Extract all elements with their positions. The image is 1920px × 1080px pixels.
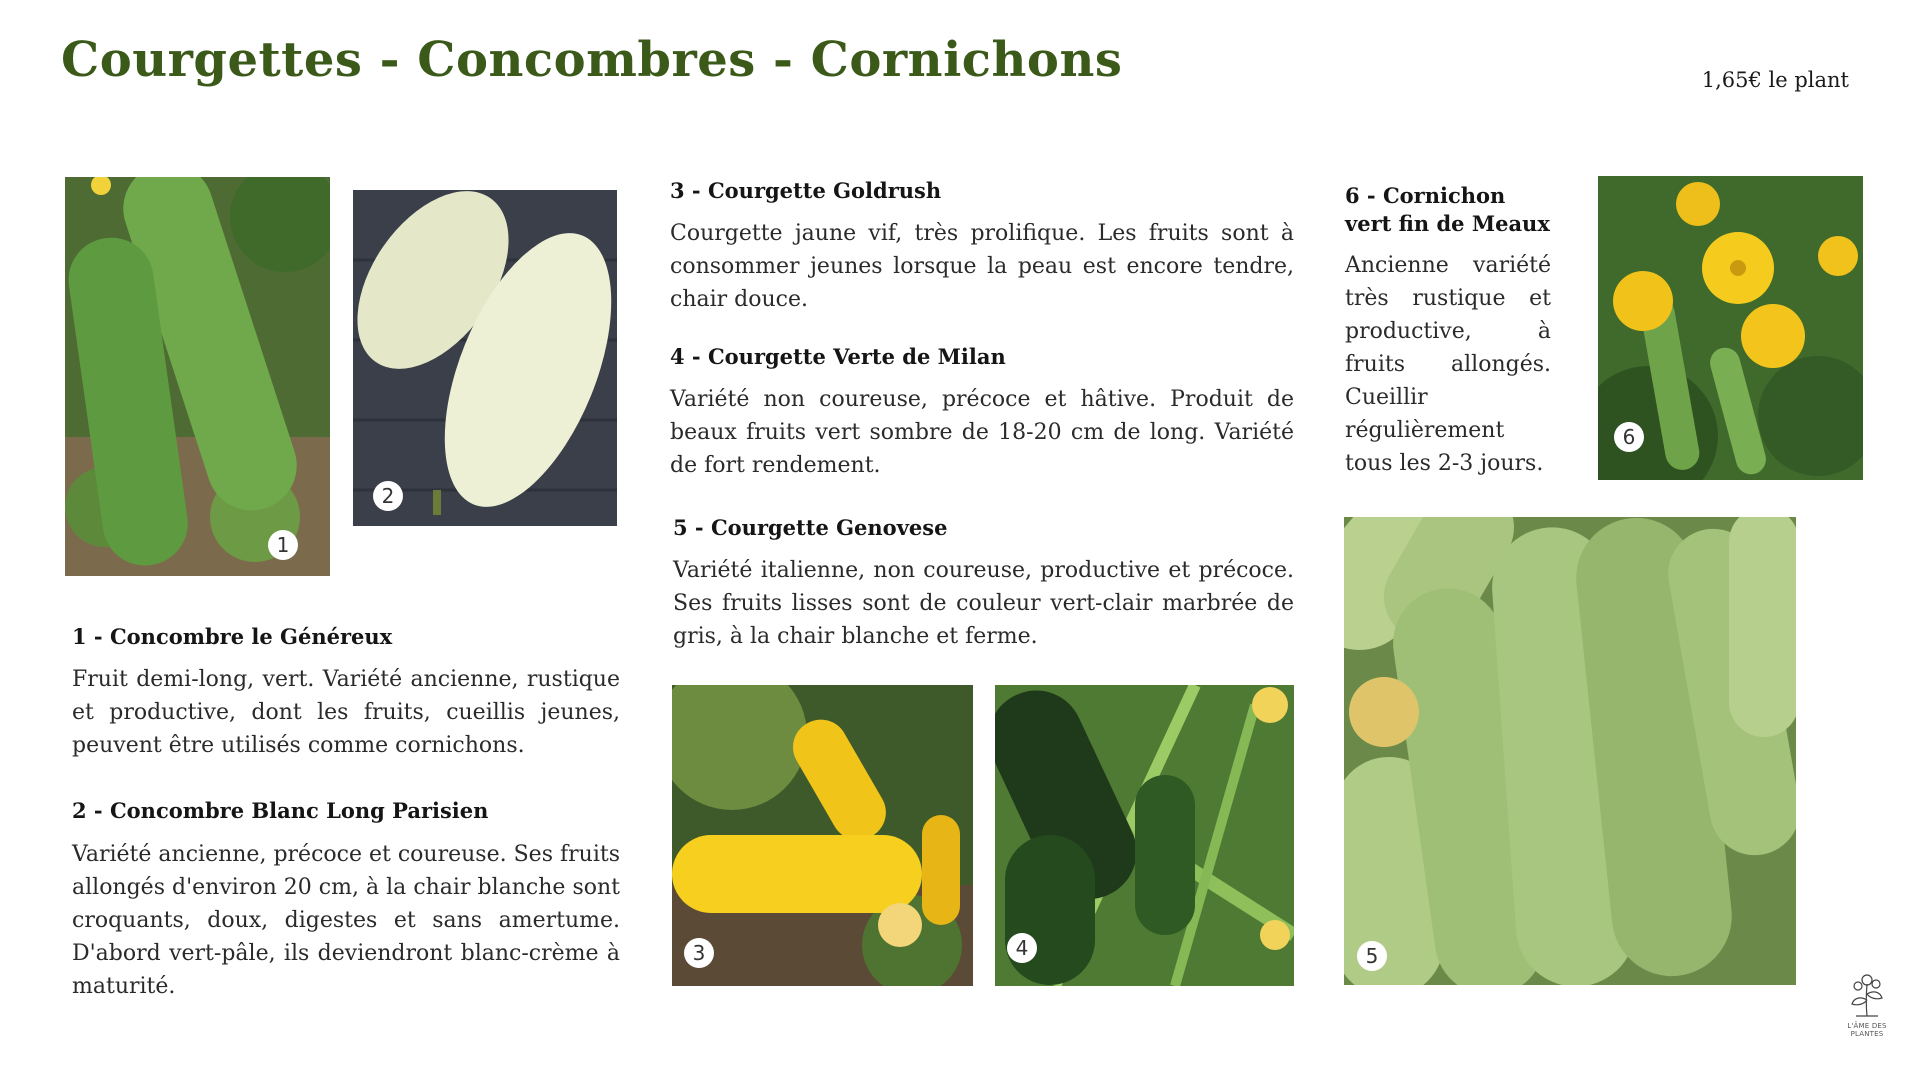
- variety-heading-2: 2 - Concombre Blanc Long Parisien: [72, 798, 489, 823]
- photo-courgette-genovese: [1344, 517, 1796, 985]
- photo-courgette-milan: [995, 685, 1294, 986]
- variety-text-6: Ancienne variété très rustique et productive, à fruits allongés. Cueillir régulièrement tous les 2-3 jours.: [1345, 253, 1551, 476]
- photo-badge: 1: [268, 530, 298, 560]
- variety-heading-6: 6 - Cornichon vert fin de Meaux: [1345, 183, 1550, 236]
- photo-concombre-blanc: [353, 190, 617, 526]
- variety-text-3: Courgette jaune vif, très prolifique. Les fruits sont à consommer jeunes lorsque la peau est encore tendre, chair douce.: [670, 221, 1294, 312]
- brand-logo: [1834, 970, 1900, 1036]
- variety-text-2: Variété ancienne, précoce et coureuse. Ses fruits allongés d'environ 20 cm, à la chair blanche sont croquants, doux, digestes et sans amertume. D'abord vert-pâle, ils deviendront blanc-crème à maturité.: [72, 842, 620, 999]
- variety-text-1: Fruit demi-long, vert. Variété ancienne, rustique et productive, dont les fruits, cueillis jeunes, peuvent être utilisés comme cornichons.: [72, 667, 620, 758]
- photo-badge: 5: [1357, 941, 1387, 971]
- cucumber-image: [65, 177, 330, 576]
- variety-heading-1: 1 - Concombre le Généreux: [72, 624, 393, 649]
- variety-heading-5: 5 - Courgette Genovese: [673, 515, 948, 540]
- photo-cornichon-meaux: [1598, 176, 1863, 480]
- logo-text: L'ÂME DES PLANTES: [1847, 1022, 1887, 1038]
- variety-text-4: Variété non coureuse, précoce et hâtive. Produit de beaux fruits vert sombre de 18-20 cm de long. Variété de fort rendement.: [670, 387, 1294, 478]
- plant-logo-icon: [1842, 970, 1892, 1018]
- variety-heading-4: 4 - Courgette Verte de Milan: [670, 344, 1006, 369]
- photo-badge: 3: [684, 938, 714, 968]
- price-label: 1,65€ le plant: [1701, 68, 1849, 92]
- photo-badge: 2: [373, 481, 403, 511]
- variety-heading-3: 3 - Courgette Goldrush: [670, 178, 942, 203]
- photo-badge: 6: [1614, 422, 1644, 452]
- yellow-courgette-image: [672, 685, 973, 986]
- page-title: Courgettes - Concombres - Cornichons: [61, 32, 1123, 88]
- photo-badge: 4: [1007, 933, 1037, 963]
- green-courgette-image: [995, 685, 1294, 986]
- genovese-courgette-image: [1344, 517, 1796, 985]
- white-cucumber-image: [353, 190, 617, 526]
- photo-concombre-genereux: [65, 177, 330, 576]
- variety-text-5: Variété italienne, non coureuse, productive et précoce. Ses fruits lisses sont de couleur vert-clair marbrée de gris, à la chair blanche et ferme.: [673, 558, 1294, 649]
- photo-courgette-goldrush: [672, 685, 973, 986]
